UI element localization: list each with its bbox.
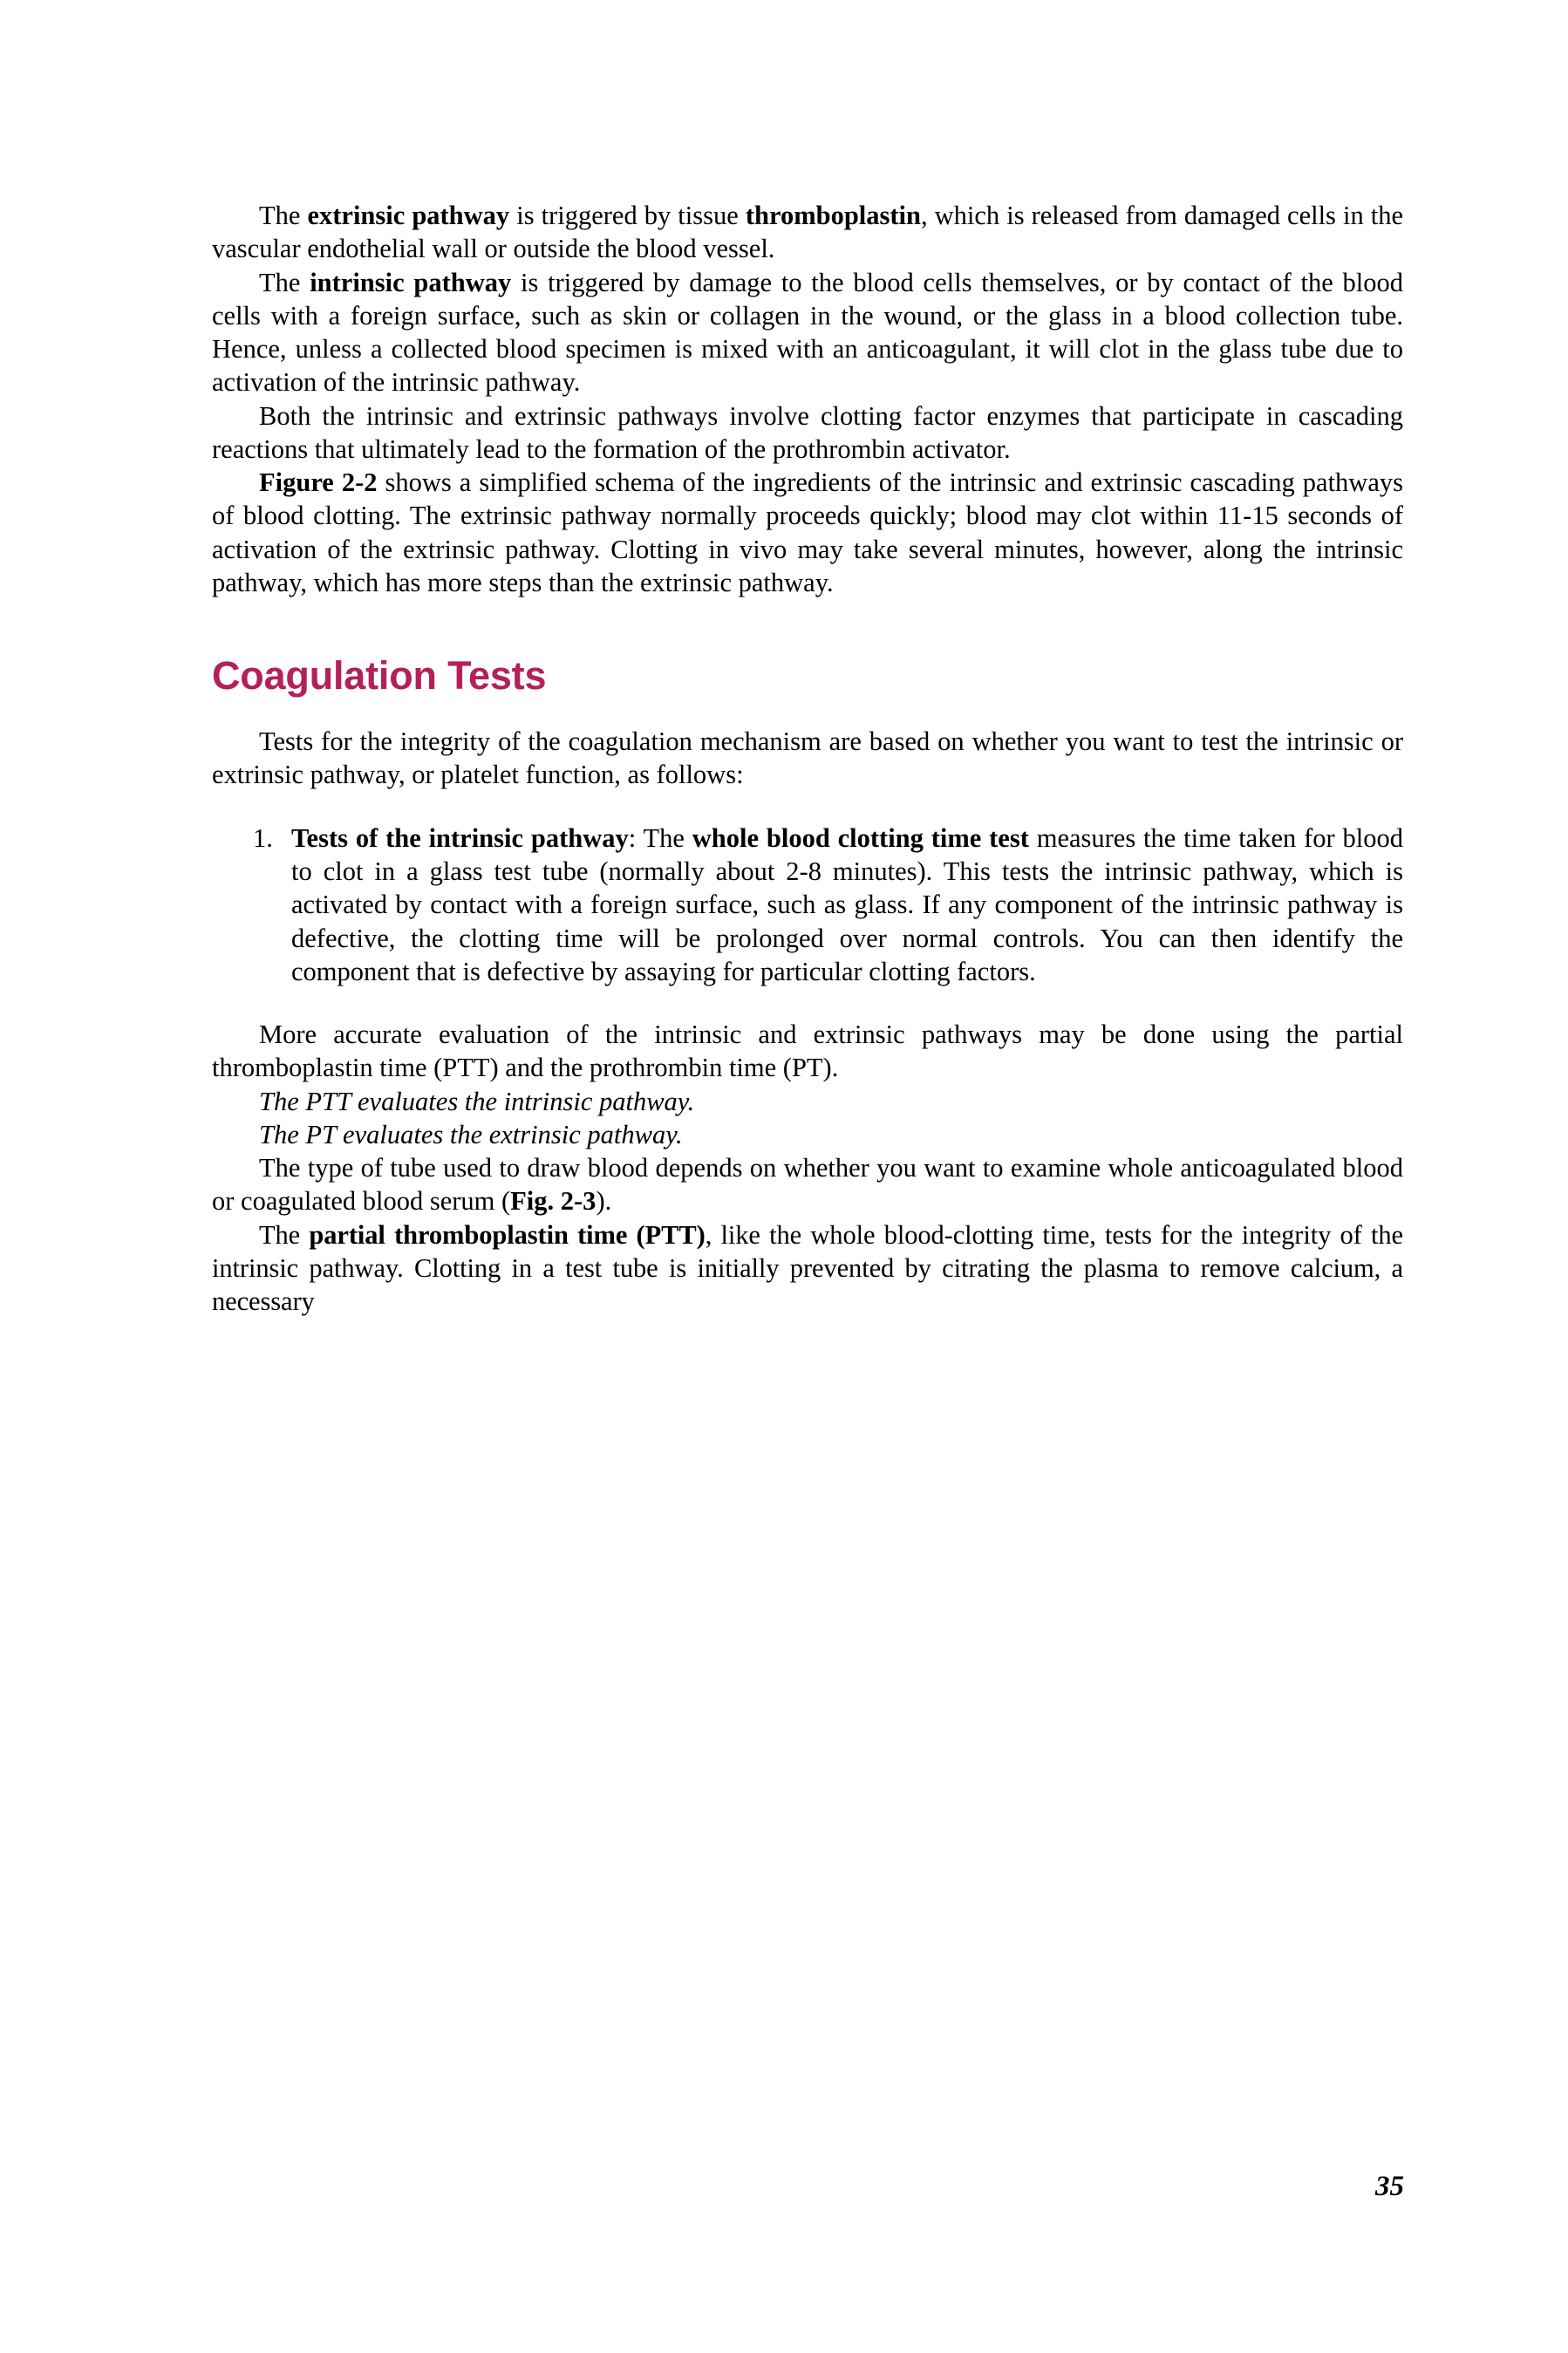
text-run: , like the whole blood-clotting time, tests for the integrity of the intrinsic pathway. Clotting in a test tube is initially prevented by citrating the plasma to remove calcium, a necessary bbox=[212, 1219, 1403, 1317]
paragraph-more-accurate-evaluation: More accurate evaluation of the intrinsic and extrinsic pathways may be done using the partial thromboplastin time (PTT) and the prothrombin time (PT). bbox=[212, 1020, 1403, 1083]
ordered-list bbox=[212, 822, 1403, 988]
paragraph-intrinsic-pathway bbox=[212, 266, 1403, 399]
bold-lead-in: Tests of the intrinsic pathway bbox=[291, 822, 629, 853]
text-run: The bbox=[259, 267, 310, 297]
paragraph-both-pathways: Both the intrinsic and extrinsic pathways involve clotting factor enzymes that participate in cascading reactions that ultimately lead to the formation of the prothrombin activator. bbox=[212, 400, 1403, 464]
text-run: , which is released from damaged cells in the vascular endothelial wall or outside the blood vessel. bbox=[212, 201, 1404, 264]
page-content bbox=[212, 199, 1403, 1318]
spacer bbox=[212, 792, 1403, 822]
text-run: The type of tube used to draw blood depends on whether you want to examine whole anticoagulated blood or coagulated blood serum ( bbox=[212, 1153, 1403, 1217]
bold-term-thromboplastin: thromboplastin bbox=[745, 201, 921, 230]
bold-term-ptt: partial thromboplastin time (PTT) bbox=[309, 1219, 706, 1250]
list-item bbox=[212, 822, 1403, 988]
paragraph-tests-intro: Tests for the integrity of the coagulation mechanism are based on whether you want to test the intrinsic or extrinsic pathway, or platelet function, as follows: bbox=[212, 726, 1403, 790]
paragraph-pt-italic-note: The PT evaluates the extrinsic pathway. bbox=[259, 1119, 683, 1149]
text-run: : The bbox=[628, 822, 692, 853]
spacer bbox=[212, 988, 1403, 1018]
bold-term-extrinsic-pathway: extrinsic pathway bbox=[307, 201, 510, 230]
text-run: ). bbox=[596, 1186, 612, 1217]
spacer bbox=[212, 699, 1403, 725]
text-run: The bbox=[259, 201, 308, 230]
bold-term-whole-blood-clotting-time-test: whole blood clotting time test bbox=[692, 822, 1029, 853]
paragraph-tube-type bbox=[212, 1151, 1403, 1218]
text-run: shows a simplified schema of the ingredients of the intrinsic and extrinsic cascading pathways of blood clotting. The extrinsic pathway normally proceeds quickly; blood may clot within 11-15 seconds of activation of the extrinsic pathway. Clotting in vivo may take several minutes, however, along the intrinsic pathway, which has more steps than the extrinsic pathway. bbox=[212, 467, 1403, 597]
text-run: is triggered by tissue bbox=[509, 201, 746, 230]
page-title: Coagulation Tests bbox=[212, 653, 547, 699]
bold-term-intrinsic-pathway: intrinsic pathway bbox=[310, 267, 512, 297]
bold-figure-label: Figure 2-2 bbox=[259, 467, 378, 498]
paragraph-figure-reference bbox=[212, 466, 1403, 599]
spacer bbox=[212, 599, 1403, 653]
paragraph-ptt-italic-note: The PTT evaluates the intrinsic pathway. bbox=[259, 1086, 695, 1116]
list-item-number: 1. bbox=[253, 822, 273, 853]
text-run: measures the time taken for blood to clot in a glass test tube (normally about 2-8 minutes). This tests the intrinsic pathway, which is activated by contact with a foreign surface, such as glass. If any component of the intrinsic pathway is defective, the clotting time will be prolonged over normal controls. You can then identify the component that is defective by assaying for particular clotting factors. bbox=[291, 822, 1403, 986]
paragraph-extrinsic-pathway bbox=[212, 199, 1403, 266]
paragraph-ptt-description bbox=[212, 1218, 1403, 1319]
page-number: 35 bbox=[1375, 2171, 1404, 2202]
list-item-content bbox=[291, 822, 1403, 988]
text-run: The bbox=[259, 1219, 310, 1250]
bold-figure-reference: Fig. 2-3 bbox=[510, 1186, 597, 1217]
text-run: is triggered by damage to the blood cells themselves, or by contact of the blood cells with a foreign surface, such as skin or collagen in the wound, or the glass in a blood collection tube. Hence, unless a collected blood specimen is mixed with an anticoagulant, it will clot in the glass tube due to activation of the intrinsic pathway. bbox=[212, 267, 1404, 398]
